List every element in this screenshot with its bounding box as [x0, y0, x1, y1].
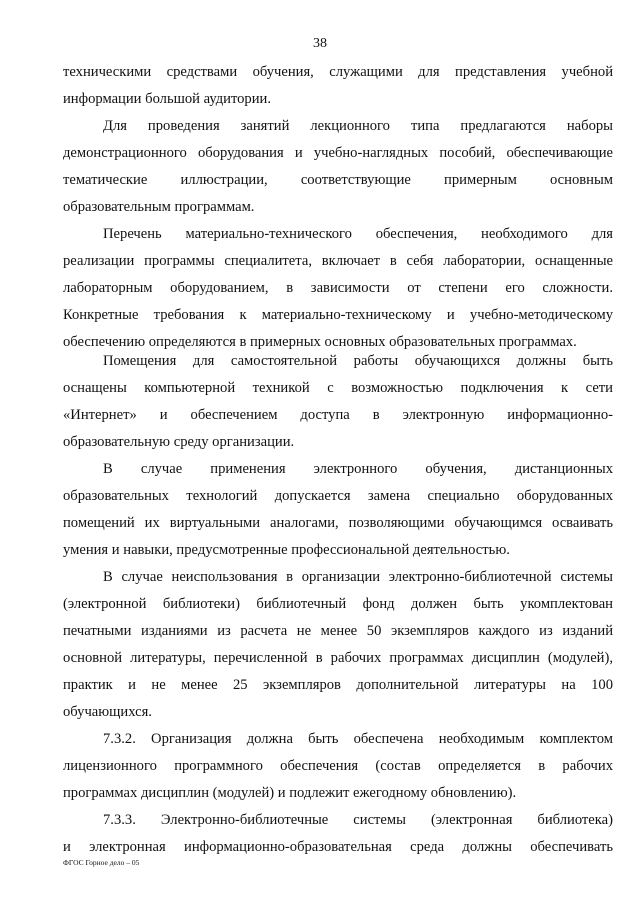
footer: ФГОС Горное дело – 05: [63, 858, 140, 867]
text-line: (электронной библиотеки) библиотечный фонд должен быть укомплектован: [63, 596, 613, 612]
text-line: 7.3.2. Организация должна быть обеспечена необходимым комплектом: [103, 731, 613, 747]
text-line: техническими средствами обучения, служащими для представления учебной: [63, 64, 613, 80]
text-line: печатными изданиями из расчета не менее 50 экземпляров каждого из изданий: [63, 623, 613, 639]
page-number: 38: [313, 36, 327, 51]
text-line: программах дисциплин (модулей) и подлежит ежегодному обновлению).: [63, 785, 517, 801]
text-line: и электронная информационно-образовательная среда должны обеспечивать: [63, 839, 613, 855]
text-line: В случае неиспользования в организации электронно-библиотечной системы: [103, 569, 613, 585]
text-line: Конкретные требования к материально-техническому и учебно-методическому: [63, 307, 613, 323]
text-line: образовательным программам.: [63, 199, 255, 215]
text-line: Помещения для самостоятельной работы обучающихся должны быть: [103, 353, 613, 369]
text-line: обучающихся.: [63, 704, 152, 720]
text-line: реализации программы специалитета, включает в себя лаборатории, оснащенные: [63, 253, 613, 269]
text-line: «Интернет» и обеспечением доступа в электронную информационно-: [63, 407, 613, 423]
text-line: лабораторным оборудованием, в зависимости от степени его сложности.: [63, 280, 613, 296]
text-line: Для проведения занятий лекционного типа предлагаются наборы: [103, 118, 613, 134]
text-line: практик и не менее 25 экземпляров дополнительной литературы на 100: [63, 677, 613, 693]
text-line: В случае применения электронного обучения, дистанционных: [103, 461, 613, 477]
text-line: обеспечению определяются в примерных основных образовательных программах.: [63, 334, 577, 350]
text-line: 7.3.3. Электронно-библиотечные системы (электронная библиотека): [103, 812, 613, 828]
text-line: оснащены компьютерной техникой с возможностью подключения к сети: [63, 380, 613, 396]
text-line: информации большой аудитории.: [63, 91, 271, 107]
text-line: основной литературы, перечисленной в рабочих программах дисциплин (модулей),: [63, 650, 613, 666]
text-line: образовательную среду организации.: [63, 434, 295, 450]
text-line: Перечень материально-технического обеспечения, необходимого для: [103, 226, 613, 242]
text-line: демонстрационного оборудования и учебно-наглядных пособий, обеспечивающие: [63, 145, 613, 161]
text-line: помещений их виртуальными аналогами, позволяющими обучающимся осваивать: [63, 515, 613, 531]
text-line: лицензионного программного обеспечения (состав определяется в рабочих: [63, 758, 613, 774]
text-line: образовательных технологий допускается замена специально оборудованных: [63, 488, 613, 504]
text-line: умения и навыки, предусмотренные профессиональной деятельностью.: [63, 542, 510, 558]
text-line: тематические иллюстрации, соответствующие примерным основным: [63, 172, 613, 188]
